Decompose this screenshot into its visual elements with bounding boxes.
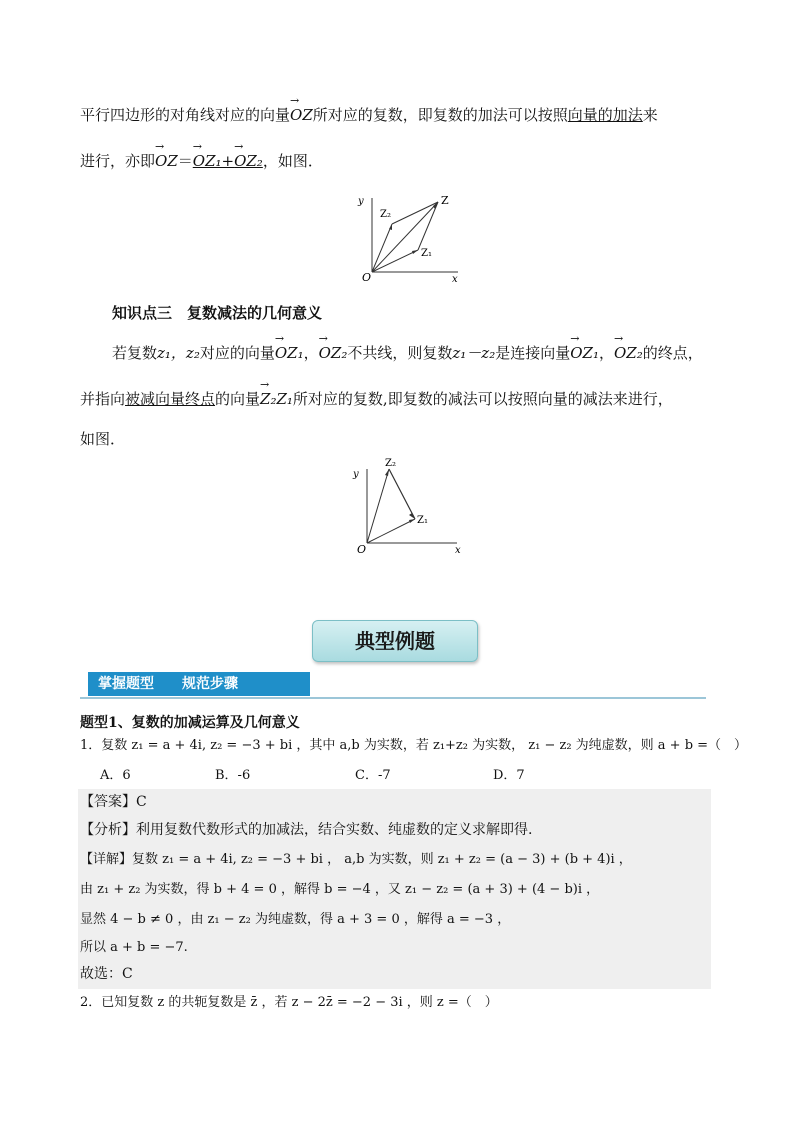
q1-option-c: C．-7 bbox=[355, 768, 391, 783]
label-y: y bbox=[358, 196, 364, 207]
choose-line: 故选：C bbox=[80, 966, 133, 982]
label-o: O bbox=[357, 543, 367, 556]
detail-line-1: 【详解】复数 z₁ = a + 4i, z₂ = −3 + bi ， a,b 为实数，则 z₁ + z₂ = (a − 3) + (b + 4)i ， bbox=[80, 852, 632, 867]
text: 对应的向量 bbox=[199, 344, 275, 362]
para2-line3: 如图． bbox=[80, 430, 126, 448]
figure-subtraction bbox=[345, 455, 470, 560]
vector-z2z1-line bbox=[389, 469, 415, 519]
text: 来 bbox=[642, 106, 658, 124]
vector-oz: OZ → bbox=[155, 152, 178, 170]
q1-option-d: D．7 bbox=[493, 768, 525, 783]
type1-title: 题型1、复数的加减运算及几何意义 bbox=[80, 715, 300, 731]
vector-oz2: OZ₂ → bbox=[614, 344, 643, 362]
vector-oz1-line bbox=[367, 519, 415, 543]
label-z2: Z₂ bbox=[380, 209, 391, 220]
vector-oz: OZ → bbox=[290, 106, 313, 124]
text: 的终点， bbox=[642, 344, 703, 362]
vector-oz1-line bbox=[372, 250, 418, 272]
math-z1z2: z₁，z₂ bbox=[157, 344, 200, 362]
arrowhead bbox=[389, 224, 392, 230]
detail-line-3: 显然 4 − b ≠ 0 ，由 z₁ − z₂ 为纯虚数，得 a + 3 = 0 ，解得 a = −3 ， bbox=[80, 912, 511, 927]
text: 的向量 bbox=[215, 390, 261, 408]
label-z1: Z₁ bbox=[421, 248, 432, 259]
plus-sign: + bbox=[221, 152, 235, 170]
vector-oz1: OZ₁ → bbox=[570, 344, 599, 362]
text: 平行四边形的对角线对应的向量 bbox=[80, 106, 291, 124]
text: 不共线，则复数 bbox=[347, 344, 453, 362]
vector-oz2-line bbox=[372, 224, 392, 272]
para2-line1: 若复数z₁，z₂对应的向量OZ₁ →，OZ₂ →不共线，则复数z₁－z₂是连接向量OZ₁ →，OZ₂ →的终点， bbox=[112, 342, 703, 363]
text: 所对应的复数,即复数的减法可以按照向量的减法来进行， bbox=[292, 390, 673, 408]
label-z: Z bbox=[441, 194, 449, 207]
vector-oz1: OZ₁ → bbox=[193, 152, 222, 170]
q1-option-a: A．6 bbox=[100, 768, 131, 783]
label-z2: Z₂ bbox=[385, 458, 396, 469]
text: 是连接向量 bbox=[495, 344, 571, 362]
text: 若复数 bbox=[112, 344, 158, 362]
arrowhead bbox=[385, 469, 389, 476]
text: 并指向 bbox=[80, 390, 126, 408]
text: 进行，亦即 bbox=[80, 152, 156, 170]
para1-line1 bbox=[80, 104, 658, 125]
label-x: x bbox=[452, 274, 458, 285]
para2-line2 bbox=[80, 388, 673, 409]
arrowhead bbox=[412, 250, 418, 254]
section-banner-title: 典型例题 bbox=[312, 620, 478, 662]
text: 所对应的复数，即复数的加法可以按照 bbox=[312, 106, 568, 124]
side-line bbox=[392, 202, 438, 224]
text: ，如图． bbox=[262, 152, 323, 170]
underlined-text: 向量的加法 bbox=[567, 106, 643, 124]
vector-z2z1: Z₂Z₁ → bbox=[260, 390, 293, 408]
figure-addition bbox=[350, 190, 470, 285]
label-o: O bbox=[362, 271, 372, 284]
label-z1: Z₁ bbox=[417, 515, 428, 526]
q1-stem: 1．复数 z₁ = a + 4i, z₂ = −3 + bi ，其中 a,b 为实数，若 z₁+z₂ 为实数， z₁ − z₂ 为纯虚数，则 a + b =（ ） bbox=[80, 738, 748, 753]
label-x: x bbox=[455, 545, 461, 556]
vector-oz2-line bbox=[367, 469, 389, 543]
q1-option-b: B．-6 bbox=[215, 768, 251, 783]
side-line bbox=[418, 202, 438, 250]
math-z1-z2: z₁－z₂ bbox=[452, 344, 496, 362]
section3-title: 知识点三 复数减法的几何意义 bbox=[112, 304, 323, 322]
label-y: y bbox=[353, 469, 359, 480]
detail-line-2: 由 z₁ + z₂ 为实数，得 b + 4 = 0 ，解得 b = −4 ，又 z₁ − z₂ = (a + 3) + (4 − b)i ， bbox=[80, 882, 600, 897]
q2-stem: 2．已知复数 z 的共轭复数是 z̄ ，若 z − 2z̄ = −2 − 3i ，则 z =（ ） bbox=[80, 995, 498, 1010]
arrowhead bbox=[409, 519, 415, 523]
divider bbox=[80, 697, 706, 699]
answer-line: 【答案】C bbox=[80, 794, 147, 810]
underlined-text: 被减向量终点 bbox=[125, 390, 216, 408]
analysis-line: 【分析】利用复数代数形式的加减法，结合实数、纯虚数的定义求解即得. bbox=[80, 822, 533, 838]
banner-tab: 掌握题型 规范步骤 bbox=[88, 672, 310, 696]
para1-line2: 进行，亦即OZ →＝OZ₁ →+OZ₂ →，如图． bbox=[80, 150, 323, 171]
vector-oz2: OZ₂ → bbox=[234, 152, 263, 170]
detail-line-4: 所以 a + b = −7. bbox=[80, 940, 188, 955]
vector-oz1: OZ₁ → bbox=[275, 344, 304, 362]
vector-oz2: OZ₂ → bbox=[319, 344, 348, 362]
